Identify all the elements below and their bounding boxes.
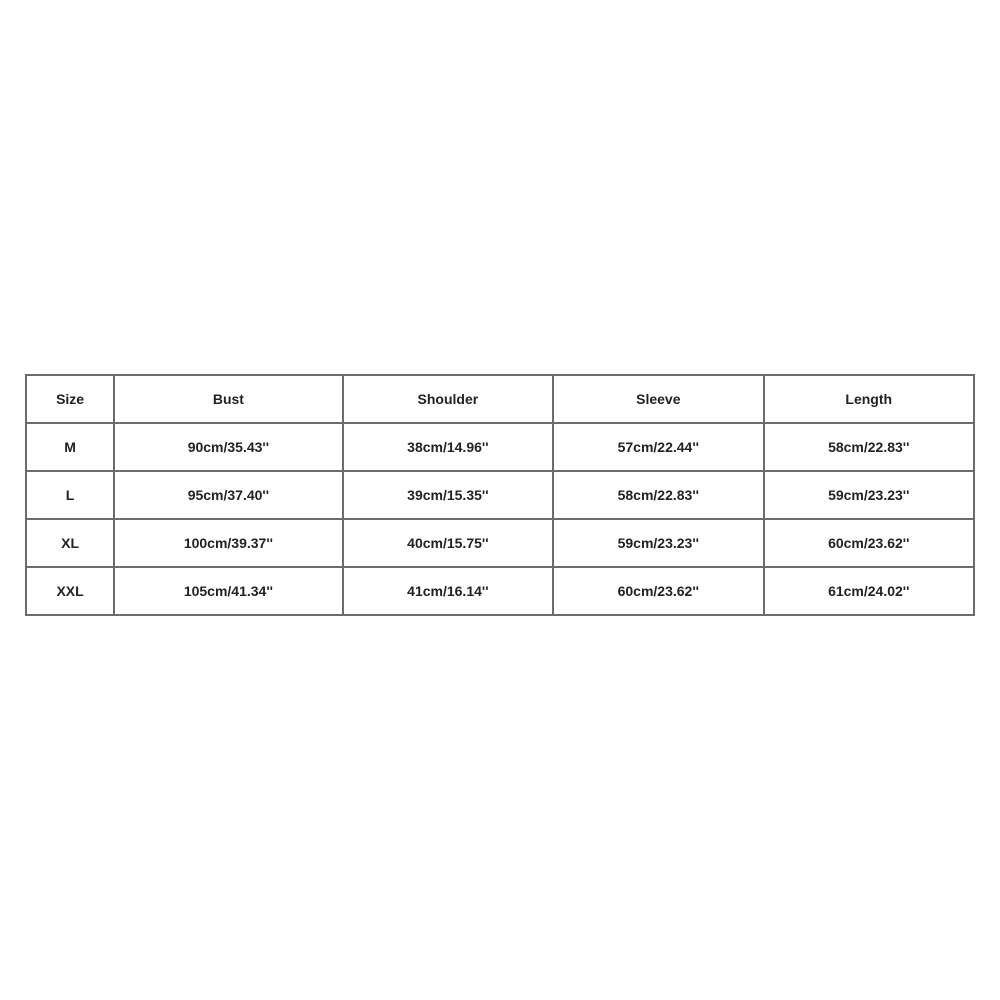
table-row xyxy=(26,471,974,519)
cell-length: 60cm/23.62'' xyxy=(764,519,974,567)
cell-shoulder: 41cm/16.14'' xyxy=(343,567,553,615)
cell-shoulder: 40cm/15.75'' xyxy=(343,519,553,567)
cell-bust: 95cm/37.40'' xyxy=(114,471,342,519)
cell-shoulder: 39cm/15.35'' xyxy=(343,471,553,519)
table-row xyxy=(26,567,974,615)
cell-size: L xyxy=(26,471,114,519)
table-row xyxy=(26,519,974,567)
header-row xyxy=(26,375,974,423)
cell-sleeve: 60cm/23.62'' xyxy=(553,567,763,615)
cell-length: 58cm/22.83'' xyxy=(764,423,974,471)
cell-sleeve: 59cm/23.23'' xyxy=(553,519,763,567)
header-length: Length xyxy=(764,375,974,423)
table-row xyxy=(26,423,974,471)
cell-bust: 105cm/41.34'' xyxy=(114,567,342,615)
header-bust: Bust xyxy=(114,375,342,423)
header-sleeve: Sleeve xyxy=(553,375,763,423)
cell-length: 61cm/24.02'' xyxy=(764,567,974,615)
cell-shoulder: 38cm/14.96'' xyxy=(343,423,553,471)
cell-size: XL xyxy=(26,519,114,567)
cell-bust: 100cm/39.37'' xyxy=(114,519,342,567)
cell-sleeve: 58cm/22.83'' xyxy=(553,471,763,519)
header-size: Size xyxy=(26,375,114,423)
cell-length: 59cm/23.23'' xyxy=(764,471,974,519)
size-chart-table xyxy=(25,374,975,616)
cell-size: M xyxy=(26,423,114,471)
cell-sleeve: 57cm/22.44'' xyxy=(553,423,763,471)
header-shoulder: Shoulder xyxy=(343,375,553,423)
cell-bust: 90cm/35.43'' xyxy=(114,423,342,471)
cell-size: XXL xyxy=(26,567,114,615)
